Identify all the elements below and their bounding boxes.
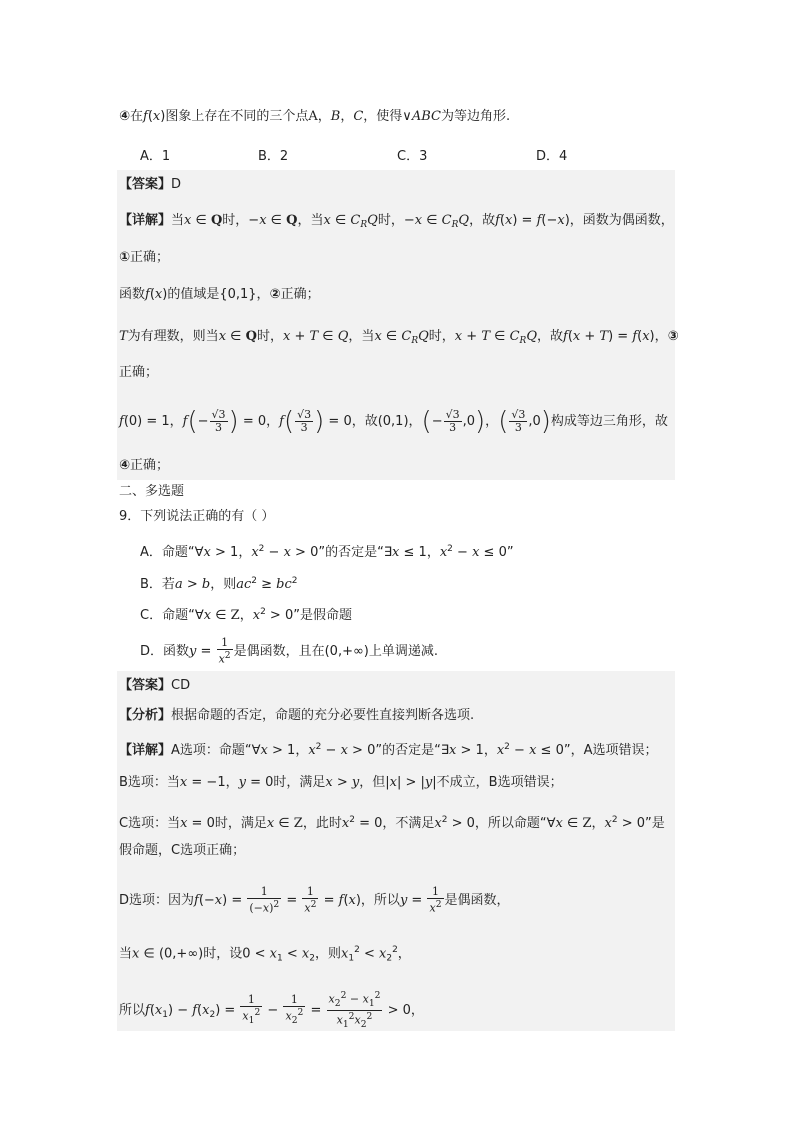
- circled-4: ④: [119, 109, 131, 124]
- q8-detail-line4: T为有理数，则当x ∈ Q时，x + T ∈ Q，当x ∈ $C_RQ$时，x + T ∈ $C_RQ$，故f(x + T) = f(x)，③: [119, 329, 679, 346]
- q8-detail-line5: 正确；: [119, 365, 159, 380]
- q9-detail-c2: 假命题，C选项正确；: [119, 843, 246, 858]
- q9-answer: 【答案】CD: [119, 678, 191, 693]
- q9-detail-a: 【详解】A选项：命题“∀x > 1，$x^2 - x > 0$”的否定是“∃x > 1，$x^2 - x \le 0$”，A选项错误；: [119, 742, 658, 758]
- q8-option-b: B．2: [258, 149, 289, 164]
- q9-option-b: B．若a > b，则$ac^2 \ge bc^2$: [140, 576, 298, 592]
- q9-analysis: 【分析】根据命题的否定，命题的充分必要性直接判断各选项.: [119, 708, 475, 723]
- q9-option-c: C．命题“∀x ∈ Z，$x^2 > 0$”是假命题: [140, 607, 352, 623]
- q9-option-d: D．函数y = $\frac{1}{x^2}$ 是偶函数，且在(0,+∞)上单调递减.: [140, 636, 439, 666]
- q9-detail-d2: 当x ∈ (0,+∞)时，设$0 < x_1 < x_2$，则$x_1^2 < x_2^2$，: [119, 945, 411, 964]
- q8-answer: 【答案】D: [119, 177, 182, 192]
- q8-detail-line7: ④正确；: [119, 458, 170, 473]
- q9-option-a: A．命题“∀x > 1，$x^2 - x > 0$”的否定是“∃x ≤ 1，$x^2 - x \le 0$”: [140, 544, 514, 560]
- q8-option-d: D．4: [536, 149, 568, 164]
- q8-detail-line6: f(0) = 1，f(− $\frac{√3}{3}$ ) = 0，f( $\frac{√3}{3}$ ) = 0，故(0,1)，(− $\frac{√3}{3}$ ,0)，( $\frac{√3}{3}$ ,0)构成等边三角形，故: [119, 406, 668, 437]
- q9-detail-b: B选项：当x = −1，y = 0时，满足x > y，但|x| > |y|不成立，B选项错误；: [119, 775, 563, 790]
- q8-detail-line1: 【详解】当x ∈ Q时，−x ∈ Q，当x ∈ $C_RQ$时，−x ∈ $C_RQ$，故f(x) = f(−x)，函数为偶函数，: [119, 213, 674, 230]
- q9-detail-d1: D选项：因为f(−x) = $\frac{1}{(-x)^2}$ = $\frac{1}{x^2}$ = f(x)，所以y = $\frac{1}{x^2}$ 是偶函数，: [119, 885, 510, 915]
- q9-detail-c1: C选项：当x = 0时，满足x ∈ Z，此时$x^2 = 0$，不满足$x^2 > 0$，所以命题“∀x ∈ Z，$x^2 > 0$”是: [119, 815, 665, 831]
- q8-option-c: C．3: [397, 149, 428, 164]
- q8-detail-line3: 函数f(x)的值域是{0,1}，②正确；: [119, 287, 320, 302]
- q8-option-a: A．1: [140, 149, 171, 164]
- intro-line: ④在f(x)图象上存在不同的三个点A，B，C，使得∨ABC为等边角形.: [119, 109, 511, 124]
- q8-detail-line2: ①正确；: [119, 250, 170, 265]
- q9-stem: 9．下列说法正确的有（ ）: [119, 509, 275, 524]
- section-heading: 二、多选题: [119, 484, 185, 499]
- q9-detail-d3: 所以$f(x_1) - f(x_2)$ = $\frac{1}{x_1^2}$ − $\frac{1}{x_2^2}$ = $\frac{x_2^2 - x_1^2}{x_1^2x_2^2}$ > 0，: [119, 990, 424, 1030]
